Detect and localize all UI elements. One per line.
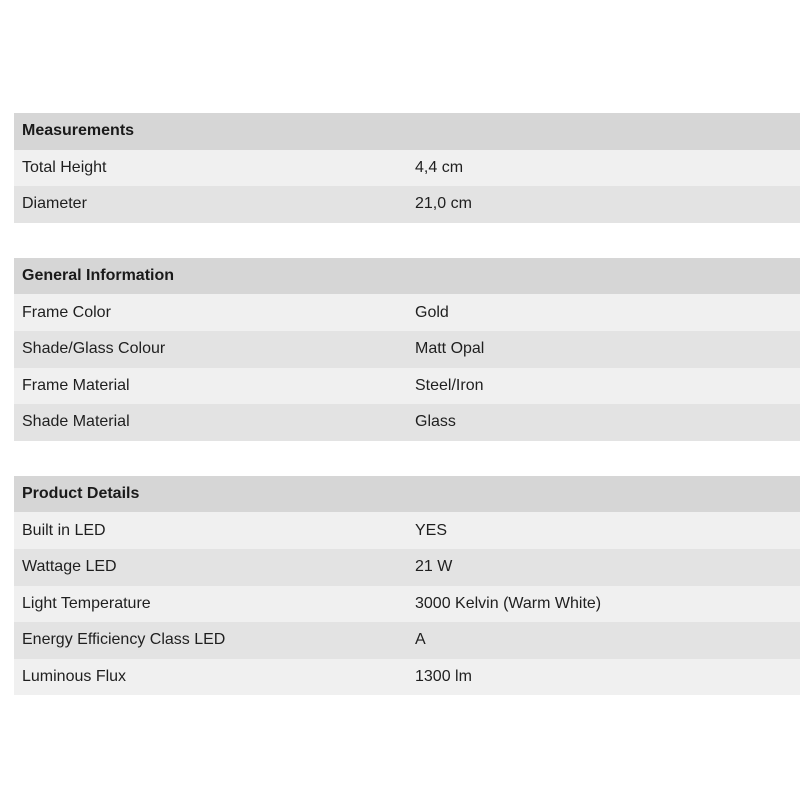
section-title-general-information: General Information xyxy=(14,258,800,295)
spec-value: A xyxy=(407,622,800,659)
spec-value: Glass xyxy=(407,404,800,441)
spec-label: Built in LED xyxy=(14,512,407,549)
table-row xyxy=(14,586,800,623)
spec-label: Shade/Glass Colour xyxy=(14,331,407,368)
section-header-row xyxy=(14,476,800,513)
table-row xyxy=(14,331,800,368)
spec-value: Steel/Iron xyxy=(407,368,800,405)
measurements-table xyxy=(14,113,800,223)
spec-value: YES xyxy=(407,512,800,549)
table-row xyxy=(14,404,800,441)
table-row xyxy=(14,294,800,331)
table-row xyxy=(14,186,800,223)
spec-value: Gold xyxy=(407,294,800,331)
table-row xyxy=(14,549,800,586)
spec-value: Matt Opal xyxy=(407,331,800,368)
spec-value: 4,4 cm xyxy=(407,150,800,187)
spec-value: 3000 Kelvin (Warm White) xyxy=(407,586,800,623)
table-row xyxy=(14,659,800,696)
spec-label: Energy Efficiency Class LED xyxy=(14,622,407,659)
spec-label: Frame Color xyxy=(14,294,407,331)
section-title-measurements: Measurements xyxy=(14,113,800,150)
product-details-table xyxy=(14,476,800,696)
spec-value: 21,0 cm xyxy=(407,186,800,223)
spec-value: 1300 lm xyxy=(407,659,800,696)
product-specifications xyxy=(14,113,800,730)
spec-label: Luminous Flux xyxy=(14,659,407,696)
spec-label: Diameter xyxy=(14,186,407,223)
spec-label: Frame Material xyxy=(14,368,407,405)
section-header-row xyxy=(14,258,800,295)
section-header-row xyxy=(14,113,800,150)
section-title-product-details: Product Details xyxy=(14,476,800,513)
table-row xyxy=(14,368,800,405)
spec-label: Light Temperature xyxy=(14,586,407,623)
general-information-table xyxy=(14,258,800,441)
table-row xyxy=(14,622,800,659)
spec-value: 21 W xyxy=(407,549,800,586)
table-row xyxy=(14,150,800,187)
spec-label: Shade Material xyxy=(14,404,407,441)
spec-label: Total Height xyxy=(14,150,407,187)
table-row xyxy=(14,512,800,549)
spec-label: Wattage LED xyxy=(14,549,407,586)
